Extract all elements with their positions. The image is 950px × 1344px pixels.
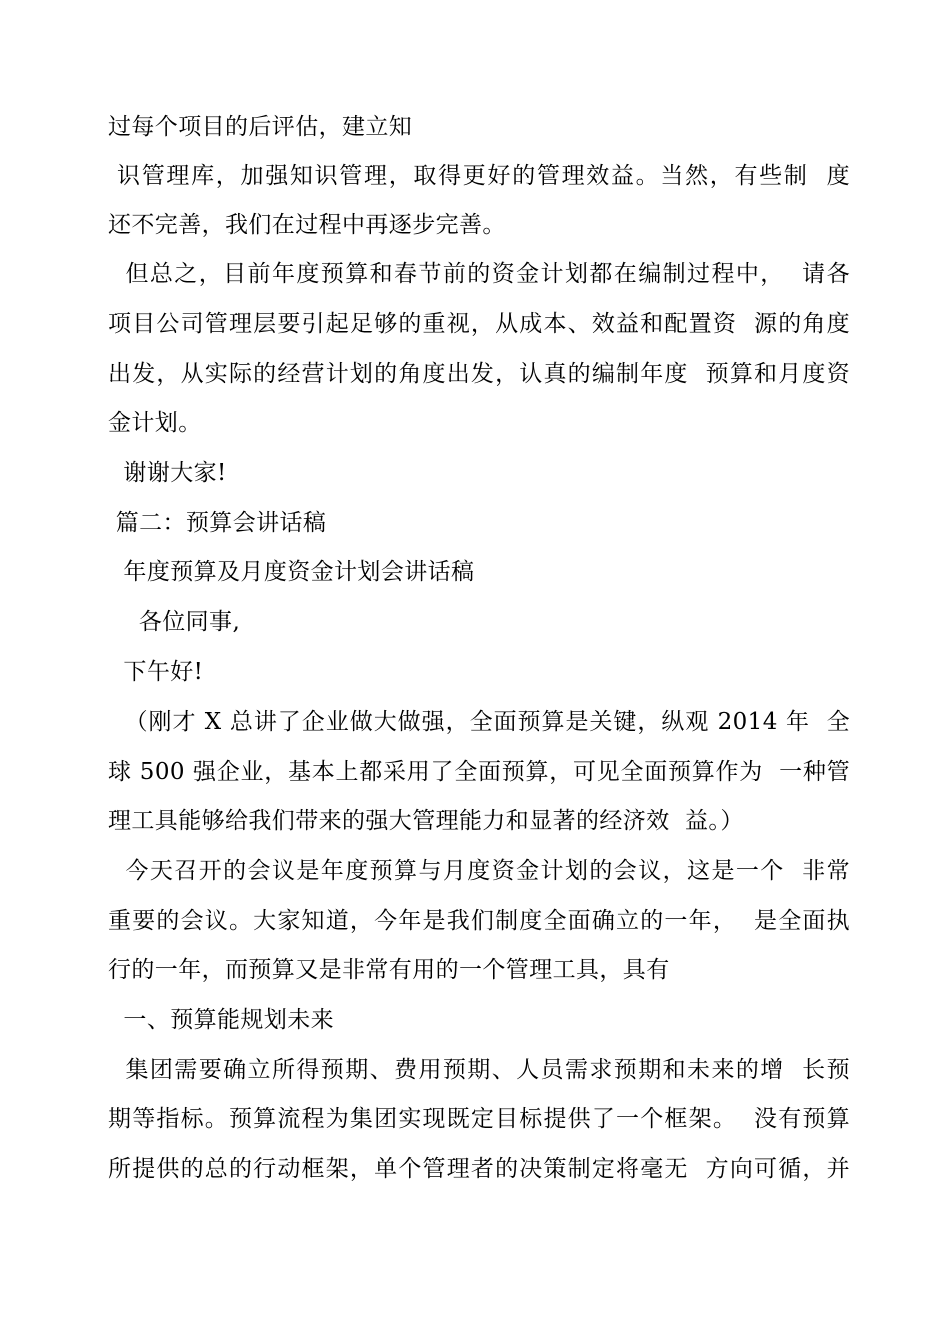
text-line-22: 所提供的总的行动框架，单个管理者的决策制定将毫无 方向可循，并 (108, 1156, 850, 1182)
text-line-14: 球 500 强企业，基本上都采用了全面预算，可见全面预算作为 一种管 (108, 759, 850, 785)
text-line-21: 期等指标。预算流程为集团实现既定目标提供了一个框架。 没有预算 (108, 1106, 850, 1132)
speech-title: 年度预算及月度资金计划会讲话稿 (108, 559, 475, 585)
text-line-16: 今天召开的会议是年度预算与月度资金计划的会议，这是一个 非常 (108, 858, 850, 884)
greeting-line-2: 下午好! (108, 659, 204, 685)
greeting-line-1: 各位同事, (108, 609, 241, 635)
text-line-17: 重要的会议。大家知道，今年是我们制度全面确立的一年， 是全面执 (108, 908, 850, 934)
text-line-15: 理工具能够给我们带来的强大管理能力和显著的经济效 益。） (108, 808, 744, 834)
text-line-6: 出发，从实际的经营计划的角度出发，认真的编制年度 预算和月度资 (108, 361, 850, 387)
text-line-2: 识管理库，加强知识管理，取得更好的管理效益。当然，有些制 度 (108, 163, 850, 189)
section-heading: 篇二：预算会讲话稿 (108, 510, 327, 536)
subheading-planning: 一、预算能规划未来 (108, 1007, 335, 1033)
text-line-20: 集团需要确立所得预期、费用预期、人员需求预期和未来的增 长预 (108, 1057, 850, 1083)
text-line-18: 行的一年，而预算又是非常有用的一个管理工具，具有 (108, 957, 670, 983)
text-line-13: （刚才 X 总讲了企业做大做强，全面预算是关键，纵观 2014 年 全 (108, 709, 850, 735)
text-line-4: 但总之，目前年度预算和春节前的资金计划都在编制过程中， 请各 (108, 261, 850, 287)
text-line-7: 金计划。 (108, 410, 202, 436)
text-line-5: 项目公司管理层要引起足够的重视，从成本、效益和配置资 源的角度 (108, 311, 850, 337)
text-line-8: 谢谢大家! (108, 460, 227, 486)
text-line-3: 还不完善，我们在过程中再逐步完善。 (108, 212, 506, 238)
text-line-1: 过每个项目的后评估，建立知 (108, 114, 413, 140)
